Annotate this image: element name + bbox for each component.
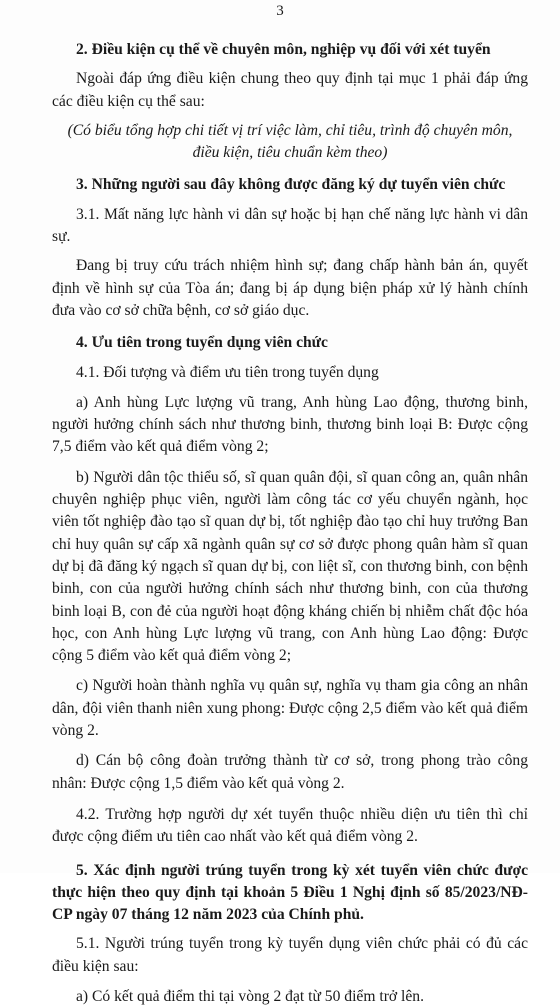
section-3-heading: 3. Những người sau đây không được đăng ký dự tuyển viên chức: [76, 176, 506, 194]
section-4-1-c-paragraph: c) Người hoàn thành nghĩa vụ quân sự, nghĩa vụ tham gia công an nhân dân, đội viên thanh niên xung phong: Được cộng 2,5 điểm vào kết quả điểm vòng 2.: [52, 677, 528, 740]
section-2-note: (Có biểu tổng hợp chi tiết vị trí việc làm, chỉ tiêu, trình độ chuyên môn, điều kiện, tiêu chuẩn kèm theo): [67, 121, 513, 162]
section-3-2-paragraph: Đang bị truy cứu trách nhiệm hình sự; đang chấp hành bản án, quyết định về hình sự của Tòa án; đang bị áp dụng biện pháp xử lý hành chính đưa vào cơ sở chữa bệnh, cơ sở giáo dục.: [52, 257, 528, 319]
document-body: [52, 39, 528, 1008]
section-3-1-paragraph: 3.1. Mất năng lực hành vi dân sự hoặc bị hạn chế năng lực hành vi dân sự.: [52, 205, 528, 246]
section-2-heading: 2. Điều kiện cụ thể về chuyên môn, nghiệp vụ đối với xét tuyển: [76, 41, 491, 58]
section-4-1-b-paragraph: b) Người dân tộc thiểu số, sĩ quan quân đội, sĩ quan công an, quân nhân chuyên nghiệp phục viên, người làm công tác cơ yếu chuyển ngành, học viên tốt nghiệp đào tạo sĩ quan dự bị, tốt nghiệp đào tạo chỉ huy trưởng Ban chỉ huy quân sự cấp xã ngành quân sự cơ sở được phong quân hàm sĩ quan dự bị đã đăng ký ngạch sĩ quan dự bị, con liệt sĩ, con thương binh, con bệnh binh, con của người hưởng chính sách như thương binh, con của thương binh loại B, con đẻ của người hoạt động kháng chiến bị nhiễm chất độc hóa học, con Anh hùng Lực lượng vũ trang, con Anh hùng Lao động: Được cộng 5 điểm vào kết quả điểm vòng 2;: [52, 468, 528, 665]
section-5-1-paragraph: 5.1. Người trúng tuyển trong kỳ tuyển dụng viên chức phải có đủ các điều kiện sau:: [52, 935, 528, 975]
section-4-1-d-paragraph: d) Cán bộ công đoàn trưởng thành từ cơ sở, trong phong trào công nhân: Được cộng 1,5 điểm vào kết quả vòng 2.: [52, 752, 528, 792]
section-5-heading: 5. Xác định người trúng tuyển trong kỳ xét tuyển viên chức được thực hiện theo quy định tại khoản 5 Điều 1 Nghị định số 85/2023/NĐ-CP ngày 07 tháng 12 năm 2023 của Chính phủ.: [52, 861, 528, 924]
section-4-1-paragraph: 4.1. Đối tượng và điểm ưu tiên trong tuyển dụng: [76, 363, 379, 381]
section-5-1-a-paragraph: a) Có kết quả điểm thi tại vòng 2 đạt từ 50 điểm trở lên.: [76, 987, 424, 1005]
page-number: 3: [276, 3, 284, 19]
section-4-1-a-paragraph: a) Anh hùng Lực lượng vũ trang, Anh hùng Lao động, thương binh, người hưởng chính sách như thương binh, thương binh loại B: Được cộng 7,5 điểm vào kết quả điểm vòng 2;: [52, 393, 528, 456]
section-4-heading: 4. Ưu tiên trong tuyển dụng viên chức: [76, 334, 328, 352]
section-2-paragraph: Ngoài đáp ứng điều kiện chung theo quy định tại mục 1 phải đáp ứng các điều kiện cụ thể sau:: [52, 70, 528, 110]
section-4-2-paragraph: 4.2. Trường hợp người dự xét tuyển thuộc nhiều diện ưu tiên thì chỉ được cộng điểm ưu tiên cao nhất vào kết quả điểm vòng 2.: [52, 805, 528, 846]
